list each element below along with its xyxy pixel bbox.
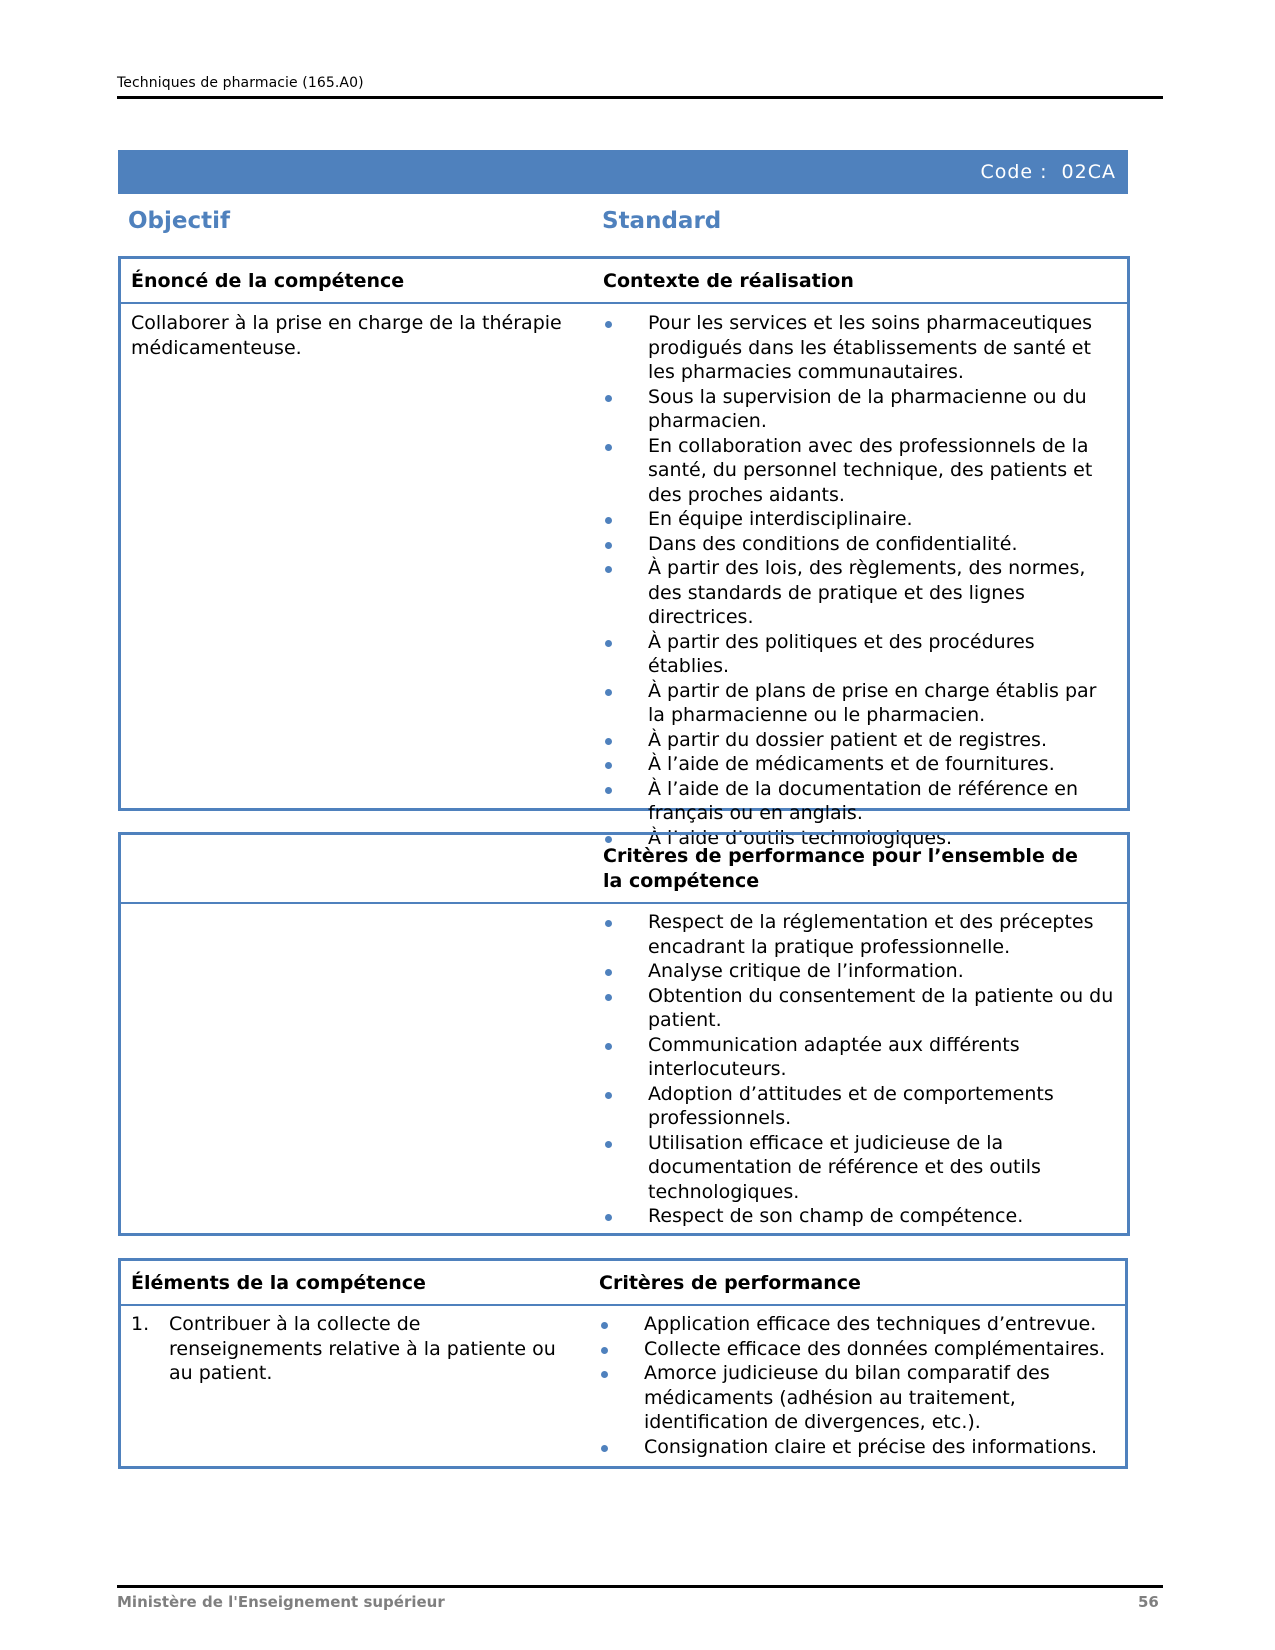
bullet-icon [605,517,612,524]
list-item [603,752,1117,777]
bullet-icon [605,1214,612,1221]
bullet-icon [605,640,612,647]
footer-ministry: Ministère de l'Enseignement supérieur [117,1593,445,1611]
bullet-icon [605,689,612,696]
bullet-icon [601,1445,608,1452]
list-item-text: Application efficace des techniques d’entrevue. [644,1313,1097,1335]
elements-header: Éléments de la compétence [131,1271,426,1294]
criteria-list [599,1312,1115,1459]
bullet-icon [605,1043,612,1050]
bullet-icon [605,1092,612,1099]
page-number: 56 [1138,1593,1159,1611]
list-item-text: À l’aide de la documentation de référence en français ou en anglais. [648,777,1079,824]
bullet-icon [605,1141,612,1148]
bullet-icon [605,969,612,976]
code-label: Code : [980,161,1048,183]
bullet-icon [605,566,612,573]
bullet-icon [605,444,612,451]
list-item-text: En équipe interdisciplinaire. [648,508,913,530]
list-item [603,984,1117,1033]
list-item-text: Amorce judicieuse du bilan comparatif des médicaments (adhésion au traitement, identification de divergences, etc.). [644,1362,1050,1433]
competency-code [980,161,1116,183]
bullet-icon [605,787,612,794]
list-item [599,1312,1115,1337]
list-item [603,728,1117,753]
list-item-text: À l’aide de médicaments et de fournitures. [648,753,1055,775]
bullet-icon [605,994,612,1001]
list-item [603,556,1117,630]
list-item-text: Sous la supervision de la pharmacienne ou du pharmacien. [648,385,1087,432]
list-item [603,1204,1117,1229]
code-bar [118,150,1128,194]
list-item-text: Pour les services et les soins pharmaceutiques prodigués dans les établissements de santé et les pharmacies communautaires. [648,312,1093,383]
list-item-text: Adoption d’attitudes et de comportements professionnels. [648,1082,1054,1129]
list-item [599,1435,1115,1460]
context-header: Contexte de réalisation [603,269,854,292]
list-item [603,385,1117,434]
overall-criteria-header: Critères de performance pour l’ensemble de la compétence [603,844,1078,892]
bullet-icon [605,321,612,328]
list-item [603,679,1117,728]
context-list [603,311,1117,850]
list-item-text: Respect de son champ de compétence. [648,1205,1024,1227]
list-item [603,777,1117,826]
list-item [603,1131,1117,1205]
running-header: Techniques de pharmacie (165.A0) [117,75,364,91]
empty-cell [121,910,593,1229]
list-item-text: Consignation claire et précise des informations. [644,1435,1098,1458]
list-item [603,959,1117,984]
list-item [603,1082,1117,1131]
overall-criteria-table [118,832,1130,1236]
list-item [599,1361,1115,1435]
list-item-text: Dans des conditions de confidentialité. [648,532,1018,555]
criteria-header: Critères de performance [599,1271,861,1294]
list-item-text: À partir de plans de prise en charge établis par la pharmacienne ou le pharmacien. [648,679,1097,726]
list-item [603,1033,1117,1082]
statement-header: Énoncé de la compétence [131,269,405,292]
list-item-text: Collecte efficace des données complémentaires. [644,1337,1106,1360]
competency-statement: Collaborer à la prise en charge de la thérapie médicamenteuse. [131,312,562,359]
list-item-text: Communication adaptée aux différents interlocuteurs. [648,1033,1020,1080]
statement-context-table [118,256,1130,849]
bullet-icon [605,738,612,745]
list-item [603,630,1117,679]
bullet-icon [601,1347,608,1354]
competency-element [121,1312,593,1459]
list-item-text: Analyse critique de l’information. [648,960,964,982]
bullet-icon [605,395,612,402]
element-number: 1. [131,1313,150,1335]
standard-heading: Standard [602,208,722,234]
list-item [599,1337,1115,1362]
list-item-text: À l’aide d’outils technologiques. [648,826,953,849]
list-item-text: En collaboration avec des professionnels de la santé, du personnel technique, des patients et des proches aidants. [648,434,1093,506]
list-item-text: À partir des lois, des règlements, des normes, des standards de pratique et des lignes directrices. [648,557,1086,628]
objective-heading: Objectif [128,208,231,234]
bullet-icon [601,1371,608,1378]
bullet-icon [605,542,612,549]
list-item-text: À partir des politiques et des procédures établies. [648,630,1035,677]
overall-criteria-list [603,910,1117,1229]
list-item [603,434,1117,508]
list-item [603,910,1117,959]
element-text: Contribuer à la collecte de renseignements relative à la patiente ou au patient. [169,1313,556,1384]
bullet-icon [605,920,612,927]
elements-criteria-table [118,1258,1128,1469]
footer-rule [117,1585,1163,1588]
list-item [603,507,1117,532]
list-item-text: Obtention du consentement de la patiente ou du patient. [648,984,1114,1031]
list-item [603,311,1117,385]
list-item [603,532,1117,557]
bullet-icon [601,1322,608,1329]
list-item-text: À partir du dossier patient et de registres. [648,728,1047,751]
header-rule [117,96,1163,99]
list-item-text: Utilisation efficace et judicieuse de la documentation de référence et des outils technologiques. [648,1131,1041,1203]
bullet-icon [605,762,612,769]
code-value: 02CA [1061,161,1116,183]
list-item-text: Respect de la réglementation et des préceptes encadrant la pratique professionnelle. [648,911,1094,958]
